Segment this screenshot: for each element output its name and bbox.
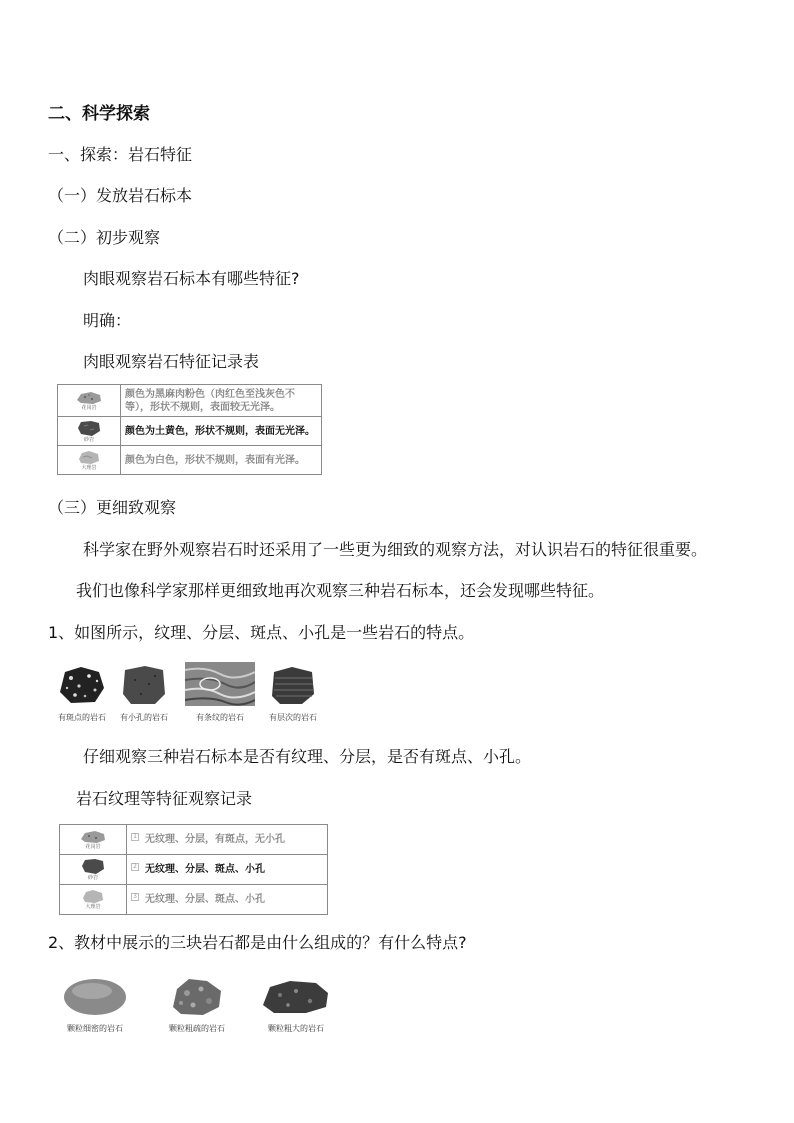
sandstone-image [80, 858, 106, 875]
figure-layered-rock [266, 664, 320, 723]
figure-coarse-loose-rock [162, 975, 232, 1034]
step-three: （三）更细致观察 [48, 498, 177, 517]
figure-caption: 有层次的岩石 [269, 713, 317, 722]
rock-observation [127, 855, 328, 885]
rock-observation [127, 825, 328, 855]
coarse-large-rock-image [260, 975, 332, 1017]
item-2: 2、教材中展示的三块岩石都是由什么组成的？有什么特点? [48, 933, 467, 952]
paragraph-2: 我们也像科学家那样更细致地再次观察三种岩石标本，还会发现哪些特征。 [76, 581, 605, 600]
rock-image-cell [58, 385, 121, 417]
observation-table-1 [57, 384, 322, 475]
figure-caption: 有小孔的岩石 [120, 713, 168, 722]
rock-image-cell [60, 885, 127, 915]
table-row [58, 417, 322, 446]
rock-image-cell [60, 825, 127, 855]
table-row [60, 885, 328, 915]
rock-image-cell [60, 855, 127, 885]
step-two: （二）初步观察 [48, 228, 161, 247]
row-number: 2 [131, 863, 139, 871]
figure-caption: 颗粒粗疏的岩石 [169, 1024, 225, 1033]
rock-description: 颜色为黑麻肉粉色（肉红色至浅灰色不等），形状不规则，表面较无光泽。 [121, 385, 322, 417]
figure-caption: 有斑点的岩石 [58, 713, 106, 722]
row-number: 1 [131, 833, 139, 841]
rock-image-cell [58, 417, 121, 446]
rock-caption: 花岗岩 [81, 404, 97, 411]
table-row [58, 446, 322, 475]
observation-text: 无纹理、分层、斑点、小孔 [145, 894, 265, 905]
rock-observation [127, 885, 328, 915]
section-heading: 二、科学探索 [48, 104, 150, 124]
table-row [60, 855, 328, 885]
rock-description: 颜色为土黄色，形状不规则，表面无光泽。 [121, 417, 322, 446]
row-number: 3 [131, 893, 139, 901]
marble-image [77, 450, 101, 465]
striped-rock-image [185, 662, 255, 706]
observation-text: 无纹理、分层、斑点、小孔 [145, 864, 265, 875]
rock-caption: 大理岩 [81, 464, 97, 471]
granite-image [75, 391, 103, 405]
rock-caption: 砂岩 [83, 436, 94, 443]
figure-fine-grain-rock [60, 975, 130, 1034]
marble-image [81, 889, 105, 904]
figure-striped-rock [184, 662, 256, 723]
paragraph-3: 仔细观察三种岩石标本是否有纹理、分层，是否有斑点、小孔。 [83, 747, 532, 766]
sandstone-image [76, 420, 102, 437]
spotted-rock-image [57, 664, 107, 706]
step-one: （一）发放岩石标本 [48, 186, 193, 205]
item-1: 1、如图所示，纹理、分层、斑点、小孔是一些岩石的特点。 [48, 623, 475, 642]
table2-title: 岩石纹理等特征观察记录 [76, 789, 253, 808]
rock-caption: 大理岩 [85, 904, 101, 910]
answer-label: 明确： [83, 311, 132, 330]
figure-porous-rock [118, 664, 170, 723]
porous-rock-image [119, 664, 169, 706]
table1-title: 肉眼观察岩石特征记录表 [83, 352, 260, 371]
figure-caption: 颗粒细密的岩石 [67, 1024, 123, 1033]
subsection-title: 一、探索：岩石特征 [48, 145, 193, 164]
question: 肉眼观察岩石标本有哪些特征? [83, 269, 300, 288]
rock-description: 颜色为白色，形状不规则，表面有光泽。 [121, 446, 322, 475]
paragraph-1: 科学家在野外观察岩石时还采用了一些更为细致的观察方法，对认识岩石的特征很重要。 [83, 540, 708, 559]
rock-caption: 花岗岩 [85, 843, 101, 850]
layered-rock-image [268, 664, 318, 706]
table-row [58, 385, 322, 417]
rock-image-cell [58, 446, 121, 475]
granite-image [79, 830, 107, 844]
observation-text: 无纹理、分层，有斑点，无小孔 [145, 834, 285, 845]
figure-caption: 颗粒粗大的岩石 [268, 1024, 324, 1033]
figure-caption: 有条纹的岩石 [196, 713, 244, 722]
observation-table-2 [59, 824, 328, 915]
figure-coarse-large-rock [258, 975, 334, 1034]
fine-grain-rock-image [62, 975, 128, 1017]
table-row [60, 825, 328, 855]
coarse-loose-rock-image [167, 975, 227, 1017]
rock-caption: 砂岩 [87, 875, 98, 881]
figure-spotted-rock [56, 664, 108, 723]
